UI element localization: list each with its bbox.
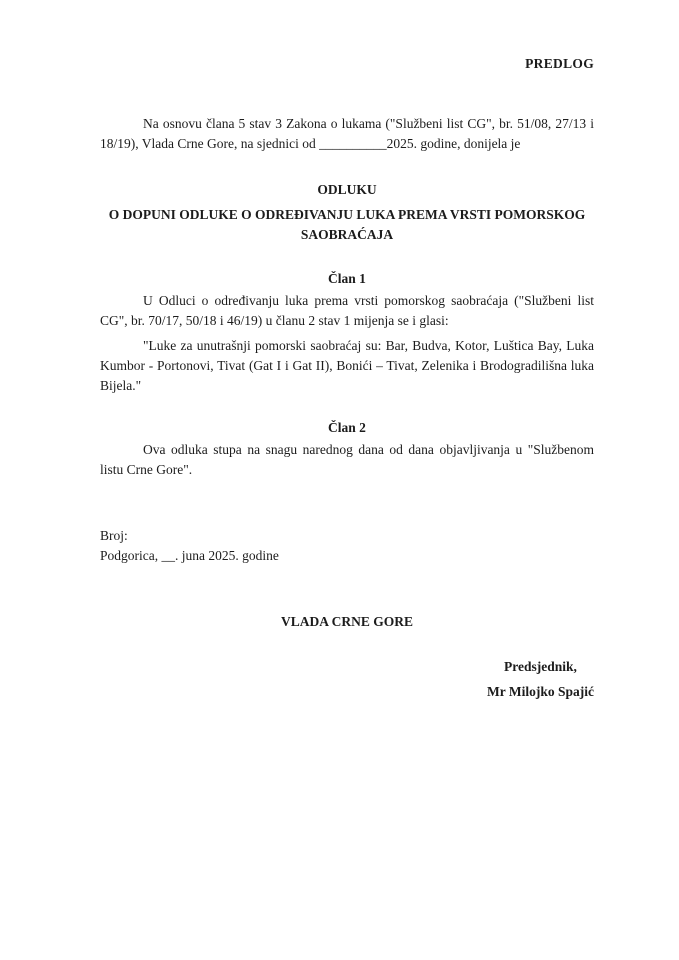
issuer-name: VLADA CRNE GORE [280,614,413,629]
signature-inner [487,657,594,702]
article-1-paragraph-1: U Odluci o određivanju luka prema vrsti pomorskog saobraćaja ("Službeni list CG", br. 70/17, 50/18 i 46/19) u članu 2 stav 1 mijenja se i glasi: [100,293,594,328]
decision-heading: ODLUKU [317,182,377,197]
article-1-paragraph-2: "Luke za unutrašnji pomorski saobraćaj su: Bar, Budva, Kotor, Luštica Bay, Luka Kumbor - Portonovi, Tivat (Gat I i Gat II), Bonići – Tivat, Zelenika i Brodogradilišna luka Bijela." [100,338,594,393]
article-1-heading: Član 1 [328,271,366,286]
document-status-label: PREDLOG [525,56,594,71]
preamble-paragraph: Na osnovu člana 5 stav 3 Zakona o lukama ("Službeni list CG", br. 51/08, 27/13 i 18/19), Vlada Crne Gore, na sjednici od __________2025. godine, donijela je [100,116,594,151]
article-2-paragraph-1: Ova odluka stupa na snagu narednog dana od dana objavljivanja u "Službenom listu Crne Gore". [100,442,594,477]
article-2-heading: Član 2 [328,420,366,435]
document-number-label: Broj: [100,528,128,543]
signature-name: Mr Milojko Spajić [487,684,594,699]
signature-role: Predsjednik, [504,659,577,674]
place-and-date-line: Podgorica, __. juna 2025. godine [100,548,279,563]
decision-subheading: O DOPUNI ODLUKE O ODREĐIVANJU LUKA PREMA VRSTI POMORSKOG SAOBRAĆAJA [108,207,586,242]
signature-block [100,657,594,702]
